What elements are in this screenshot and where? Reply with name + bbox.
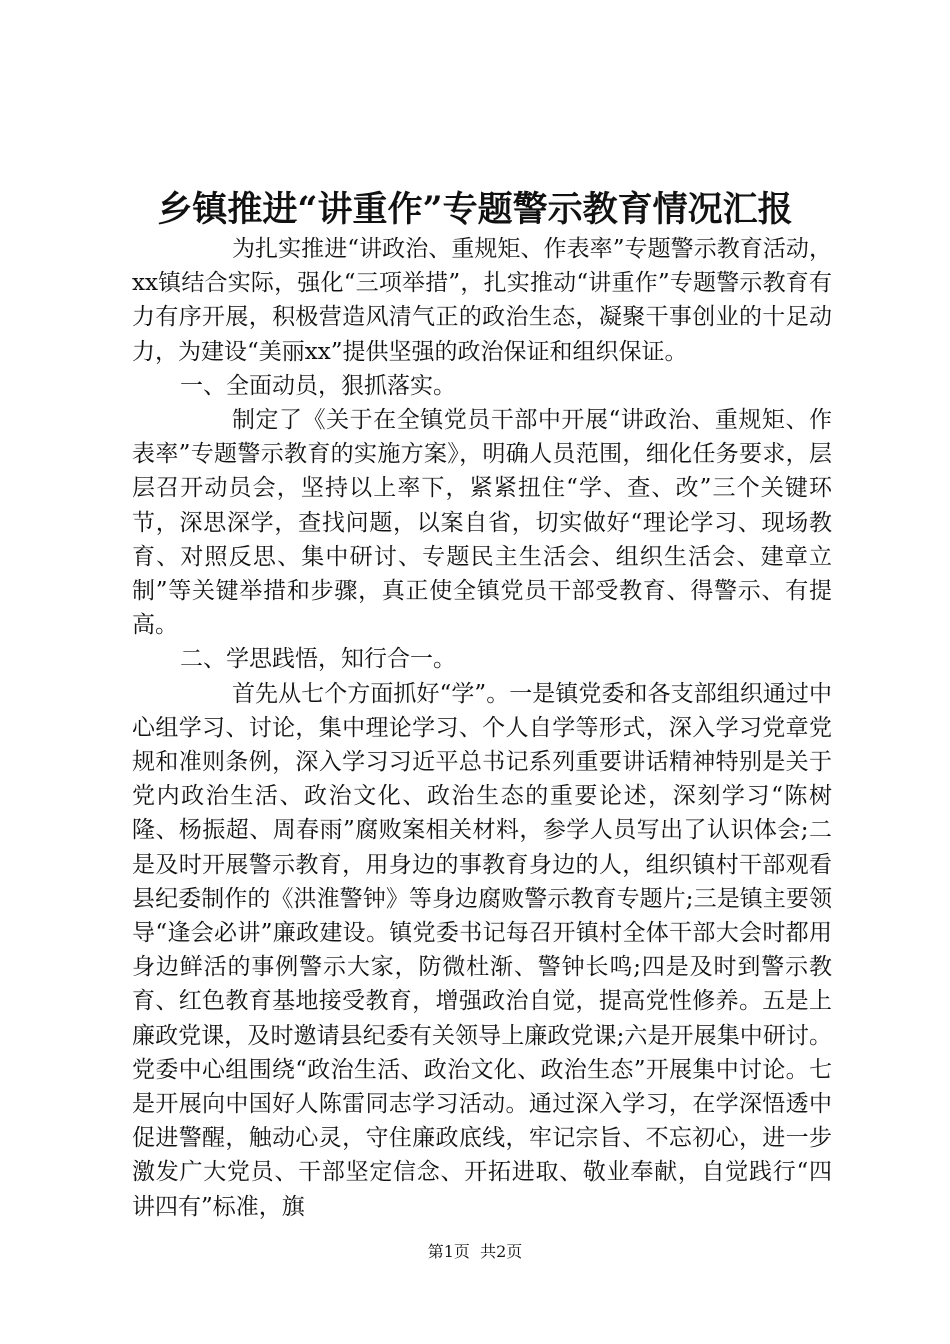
document-title: 乡镇推进“讲重作”专题警示教育情况汇报: [157, 189, 793, 230]
section-heading-1: 一、全面动员，狠抓落实。: [180, 372, 456, 399]
paragraph-intro: 为扎实推进“讲政治、重规矩、作表率”专题警示教育活动，xx镇结合实际，强化“三项举措”，扎实推动“讲重作”专题警示教育有力有序开展，积极营造风清气正的政治生态，凝聚干事创业的十足动力，为建设“美丽xx”提供坚强的政治保证和组织保证。: [132, 236, 832, 365]
section-heading-2: 二、学思践悟，知行合一。: [180, 646, 456, 673]
document-body: [132, 232, 832, 1224]
paragraph-section-1: 制定了《关于在全镇党员干部中开展“讲政治、重规矩、作表率”专题警示教育的实施方案》，明确人员范围，细化任务要求，层层召开动员会，坚持以上率下，紧紧扭住“学、查、改”三个关键环节，深思深学，查找问题，以案自省，切实做好“理论学习、现场教育、对照反思、集中研讨、专题民主生活会、组织生活会、建章立制”等关键举措和步骤，真正使全镇党员干部受教育、得警示、有提高。: [132, 407, 832, 639]
page-total: 共2页: [480, 1242, 523, 1261]
page-footer: [0, 1240, 950, 1264]
page-number: 第1页: [427, 1242, 470, 1261]
paragraph-section-2: 首先从七个方面抓好“学”。一是镇党委和各支部组织通过中心组学习、讨论，集中理论学习、个人自学等形式，深入学习党章党规和准则条例，深入学习习近平总书记系列重要讲话精神特别是关于党内政治生活、政治文化、政治生态的重要论述，深刻学习“陈树隆、杨振超、周春雨”腐败案相关材料，参学人员写出了认识体会;二是及时开展警示教育，用身边的事教育身边的人，组织镇村干部观看县纪委制作的《洪淮警钟》等身边腐败警示教育专题片;三是镇主要领导“逢会必讲”廉政建设。镇党委书记每召开镇村全体干部大会时都用身边鲜活的事例警示大家，防微杜渐、警钟长鸣;四是及时到警示教育、红色教育基地接受教育，增强政治自觉，提高党性修养。五是上廉政党课，及时邀请县纪委有关领导上廉政党课;六是开展集中研讨。党委中心组围绕“政治生活、政治文化、政治生态”开展集中讨论。七是开展向中国好人陈雷同志学习活动。通过深入学习，在学深悟透中促进警醒，触动心灵，守住廉政底线，牢记宗旨、不忘初心，进一步激发广大党员、干部坚定信念、开拓进取、敬业奉献，自觉践行“四讲四有”标准，旗: [132, 680, 832, 1220]
